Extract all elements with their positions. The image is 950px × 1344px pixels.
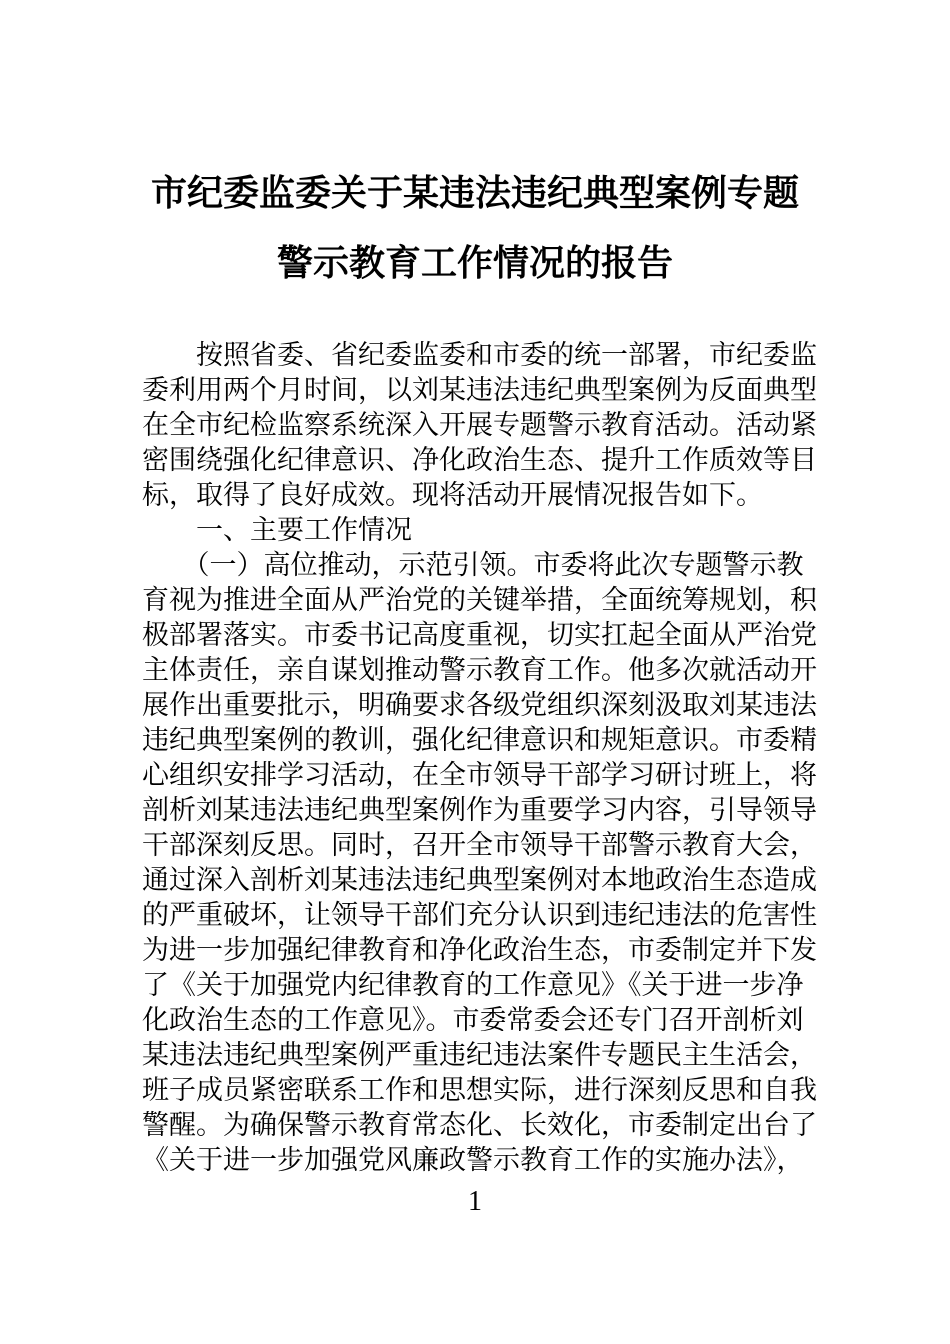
body-text-line: 极部署落实。市委书记高度重视，切实扛起全面从严治党 [142, 620, 817, 650]
page-number: 1 [468, 1186, 482, 1217]
body-text-line: 密围绕强化纪律意识、净化政治生态、提升工作质效等目 [142, 445, 817, 475]
body-text-line: 主体责任，亲自谋划推动警示教育工作。他多次就活动开 [142, 655, 817, 685]
body-text-line: 育视为推进全面从严治党的关键举措，全面统筹规划，积 [142, 585, 817, 615]
body-text-line: 通过深入剖析刘某违法违纪典型案例对本地政治生态造成 [142, 865, 817, 895]
body-text-line: 标，取得了良好成效。现将活动开展情况报告如下。 [142, 480, 763, 510]
body-text-line: 化政治生态的工作意见》。市委常委会还专门召开剖析刘 [142, 1005, 804, 1035]
body-text-line: 心组织安排学习活动，在全市领导干部学习研讨班上，将 [142, 760, 817, 790]
document-title [75, 158, 875, 298]
body-text-line: 违纪典型案例的教训，强化纪律意识和规矩意识。市委精 [142, 725, 817, 755]
body-text-line: 剖析刘某违法违纪典型案例作为重要学习内容，引导领导 [142, 795, 817, 825]
document-body [142, 338, 826, 1178]
body-text-line: 的严重破坏，让领导干部们充分认识到违纪违法的危害性 [142, 900, 817, 930]
body-text-line: 《关于进一步加强党风廉政警示教育工作的实施办法》， [142, 1145, 804, 1175]
body-text-line: 展作出重要批示，明确要求各级党组织深刻汲取刘某违法 [142, 690, 817, 720]
body-text-line: 警醒。为确保警示教育常态化、长效化，市委制定出台了 [142, 1110, 817, 1140]
body-text-line: 一、主要工作情况 [142, 515, 412, 545]
body-text-line: 班子成员紧密联系工作和思想实际，进行深刻反思和自我 [142, 1075, 817, 1105]
document-title-line: 市纪委监委关于某违法违纪典型案例专题 [150, 172, 799, 213]
body-text-line: 在全市纪检监察系统深入开展专题警示教育活动。活动紧 [142, 410, 817, 440]
body-text-line: 干部深刻反思。同时，召开全市领导干部警示教育大会， [142, 830, 817, 860]
body-text-line: （一）高位推动，示范引领。市委将此次专题警示教 [142, 550, 804, 580]
body-text-line: 为进一步加强纪律教育和净化政治生态，市委制定并下发 [142, 935, 817, 965]
body-text-line: 委利用两个月时间，以刘某违法违纪典型案例为反面典型 [142, 375, 817, 405]
body-text-line: 按照省委、省纪委监委和市委的统一部署，市纪委监 [142, 340, 817, 370]
document-title-line: 警示教育工作情况的报告 [276, 242, 673, 283]
body-text-line: 某违法违纪典型案例严重违纪违法案件专题民主生活会， [142, 1040, 817, 1070]
body-text-line: 了《关于加强党内纪律教育的工作意见》《关于进一步净 [142, 970, 804, 1000]
